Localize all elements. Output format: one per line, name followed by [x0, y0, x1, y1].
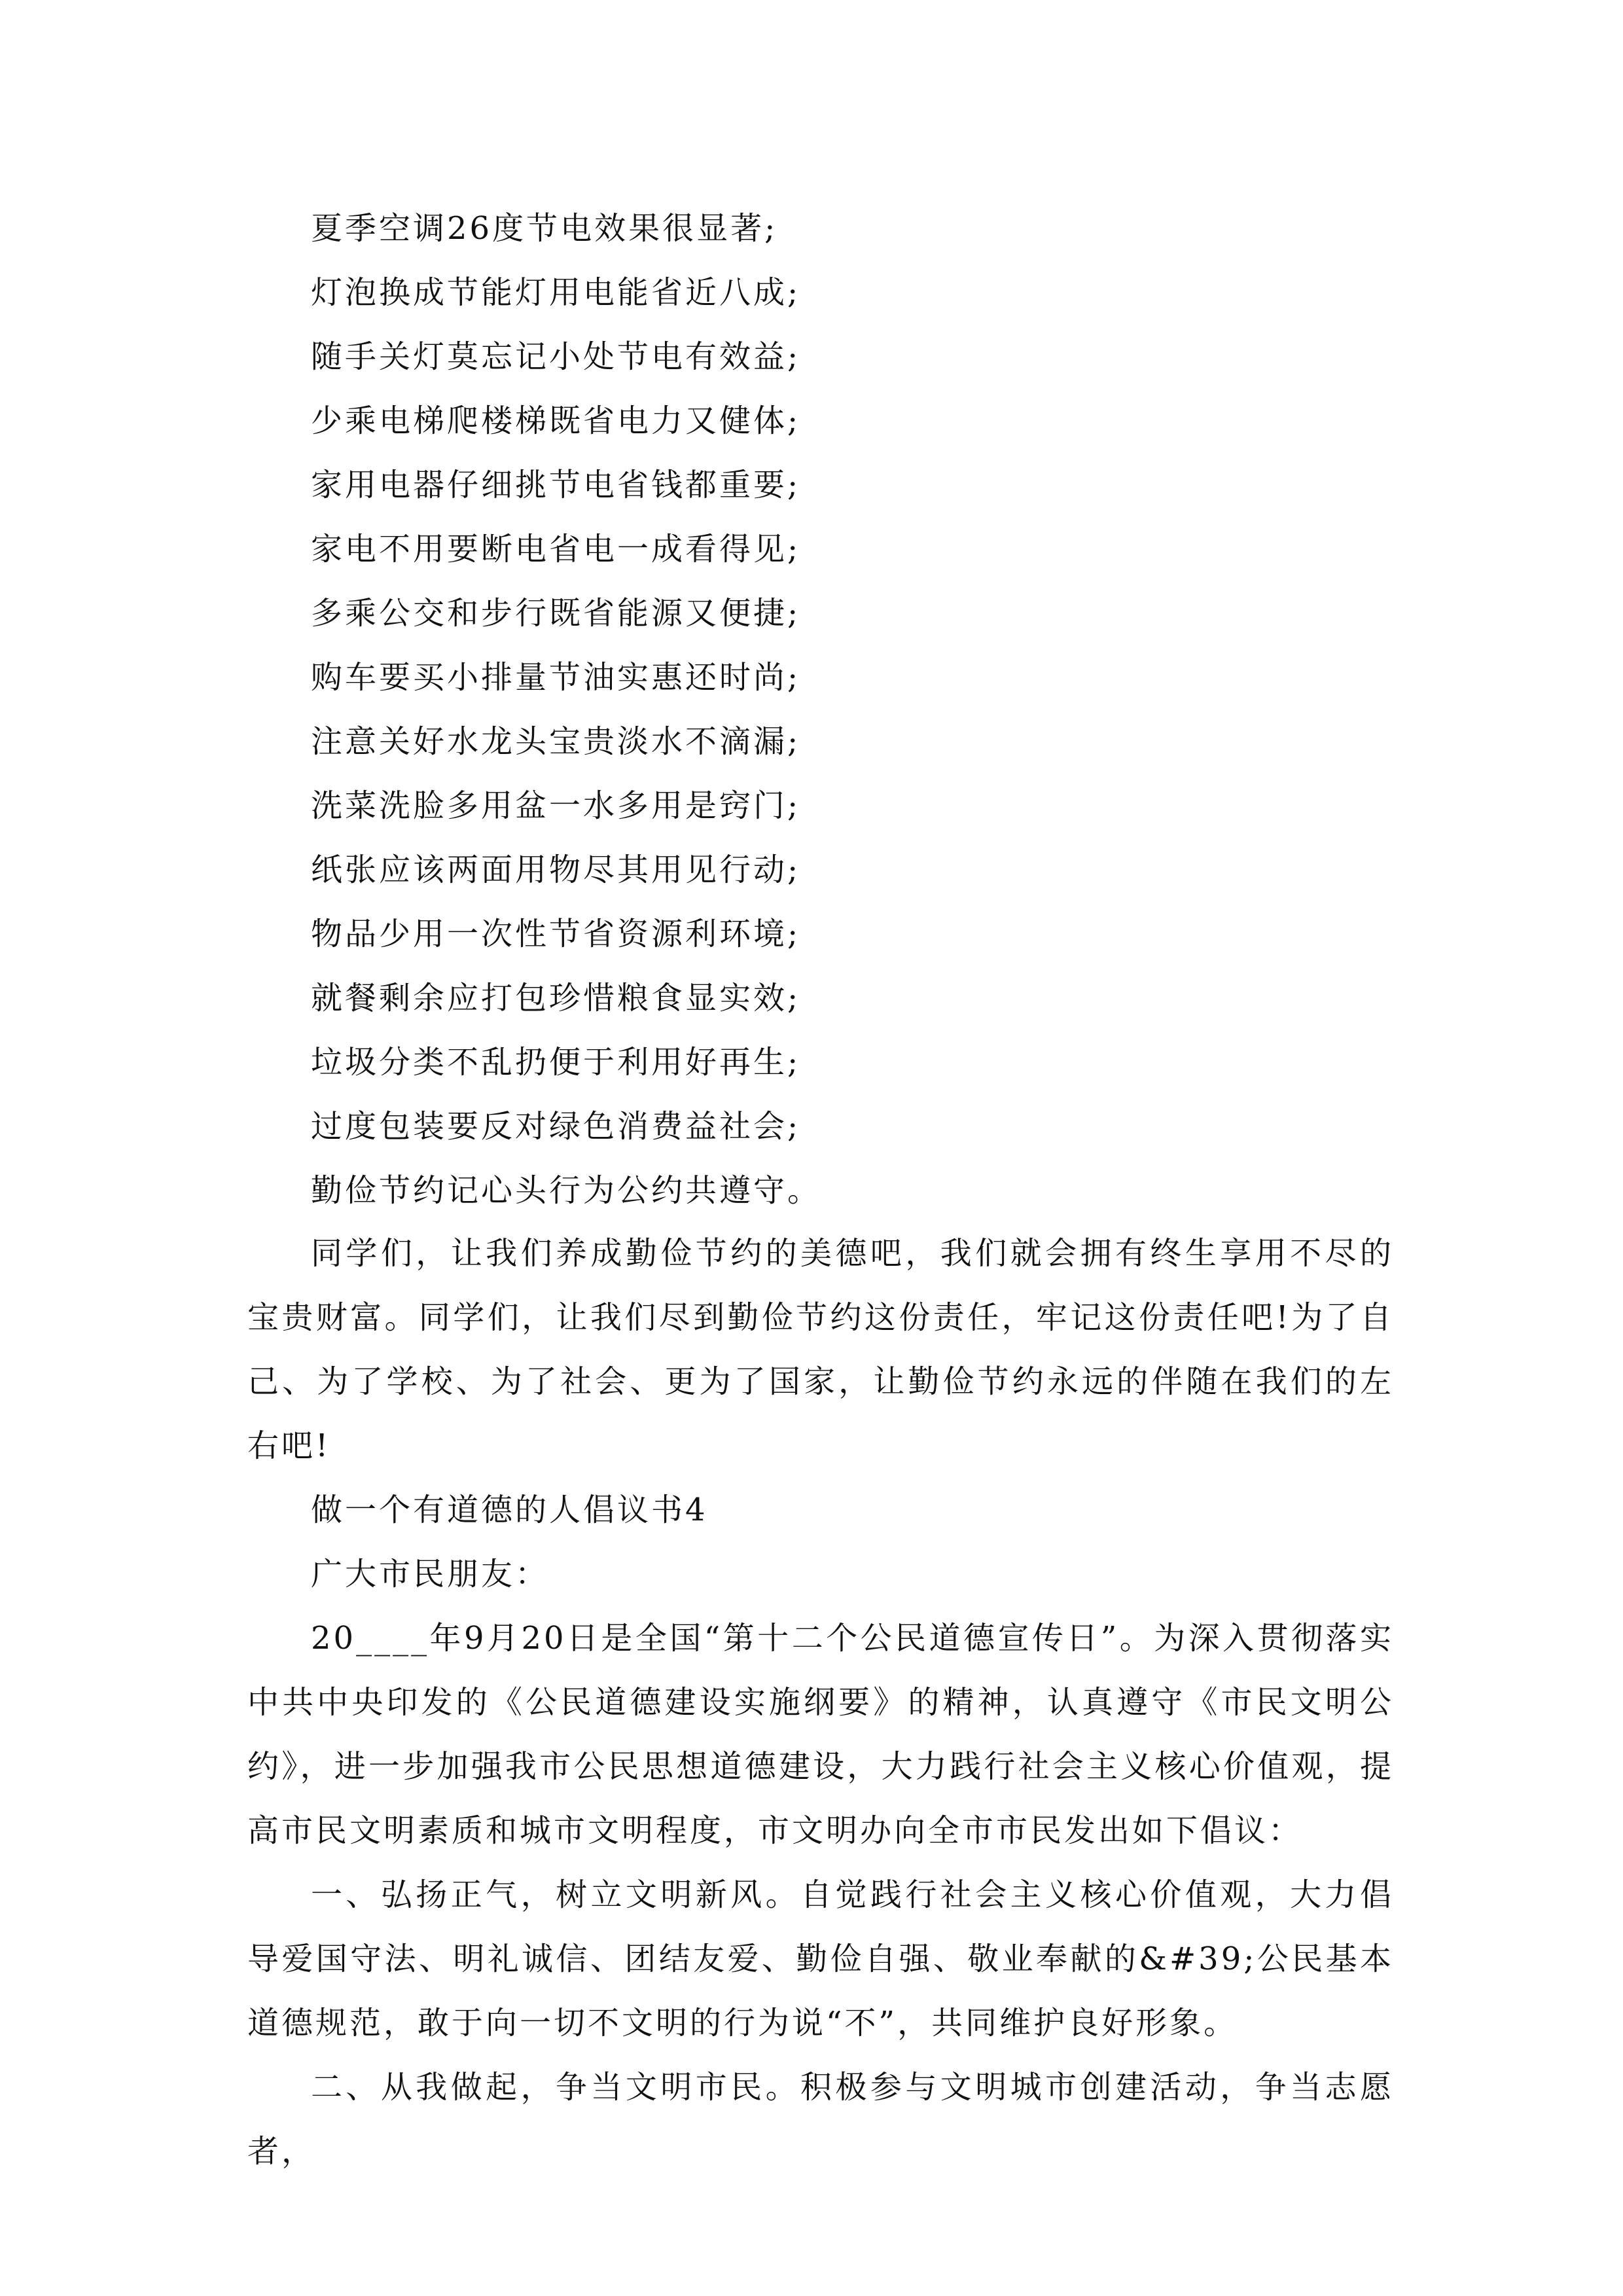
slogan-line: 就餐剩余应打包珍惜粮食显实效;: [311, 980, 801, 1016]
proposal-point-1: 一、弘扬正气，树立文明新风。自觉践行社会主义核心价值观，大力倡导爱国守法、明礼诚信、团结友爱、勤俭自强、敬业奉献的&#39;公民基本道德规范，敢于向一切不文明的行为说“不”，共同维护良好形象。: [247, 1876, 1394, 2041]
section-heading: 做一个有道德的人倡议书4: [311, 1492, 708, 1528]
slogan-line: 纸张应该两面用物尽其用见行动;: [311, 852, 801, 888]
slogan-line: 夏季空调26度节电效果很显著;: [311, 210, 778, 247]
slogan-line: 注意关好水龙头宝贵淡水不滴漏;: [311, 723, 801, 760]
slogan-line: 垃圾分类不乱扔便于利用好再生;: [311, 1044, 801, 1081]
document-body: [247, 1221, 1394, 2183]
salutation: 广大市民朋友：: [311, 1556, 550, 1592]
slogan-list: [311, 204, 821, 1230]
slogan-line: 多乘公交和步行既省能源又便捷;: [311, 595, 801, 632]
slogan-line: 随手关灯莫忘记小处节电有效益;: [311, 338, 801, 375]
slogan-line: 家用电器仔细挑节电省钱都重要;: [311, 467, 801, 503]
slogan-line: 勤俭节约记心头行为公约共遵守。: [311, 1172, 822, 1209]
slogan-line: 家电不用要断电省电一成看得见;: [311, 531, 801, 567]
slogan-line: 购车要买小排量节油实惠还时尚;: [311, 659, 801, 696]
intro-paragraph: 20____年9月20日是全国“第十二个公民道德宣传日”。为深入贯彻落实中共中央印发的《公民道德建设实施纲要》的精神，认真遵守《市民文明公约》，进一步加强我市公民思想道德建设，大力践行社会主义核心价值观，提高市民文明素质和城市文明程度，市文明办向全市市民发出如下倡议：: [247, 1620, 1394, 1849]
slogan-line: 少乘电梯爬楼梯既省电力又健体;: [311, 403, 801, 439]
slogan-line: 灯泡换成节能灯用电能省近八成;: [311, 274, 801, 311]
closing-paragraph: 同学们，让我们养成勤俭节约的美德吧，我们就会拥有终生享用不尽的宝贵财富。同学们，让我们尽到勤俭节约这份责任，牢记这份责任吧!为了自己、为了学校、为了社会、更为了国家，让勤俭节约永远的伴随在我们的左右吧!: [247, 1235, 1394, 1464]
proposal-point-2: 二、从我做起，争当文明市民。积极参与文明城市创建活动，争当志愿者，: [247, 2069, 1394, 2170]
slogan-line: 物品少用一次性节省资源利环境;: [311, 916, 801, 952]
slogan-line: 过度包装要反对绿色消费益社会;: [311, 1108, 801, 1145]
slogan-line: 洗菜洗脸多用盆一水多用是窍门;: [311, 787, 801, 824]
